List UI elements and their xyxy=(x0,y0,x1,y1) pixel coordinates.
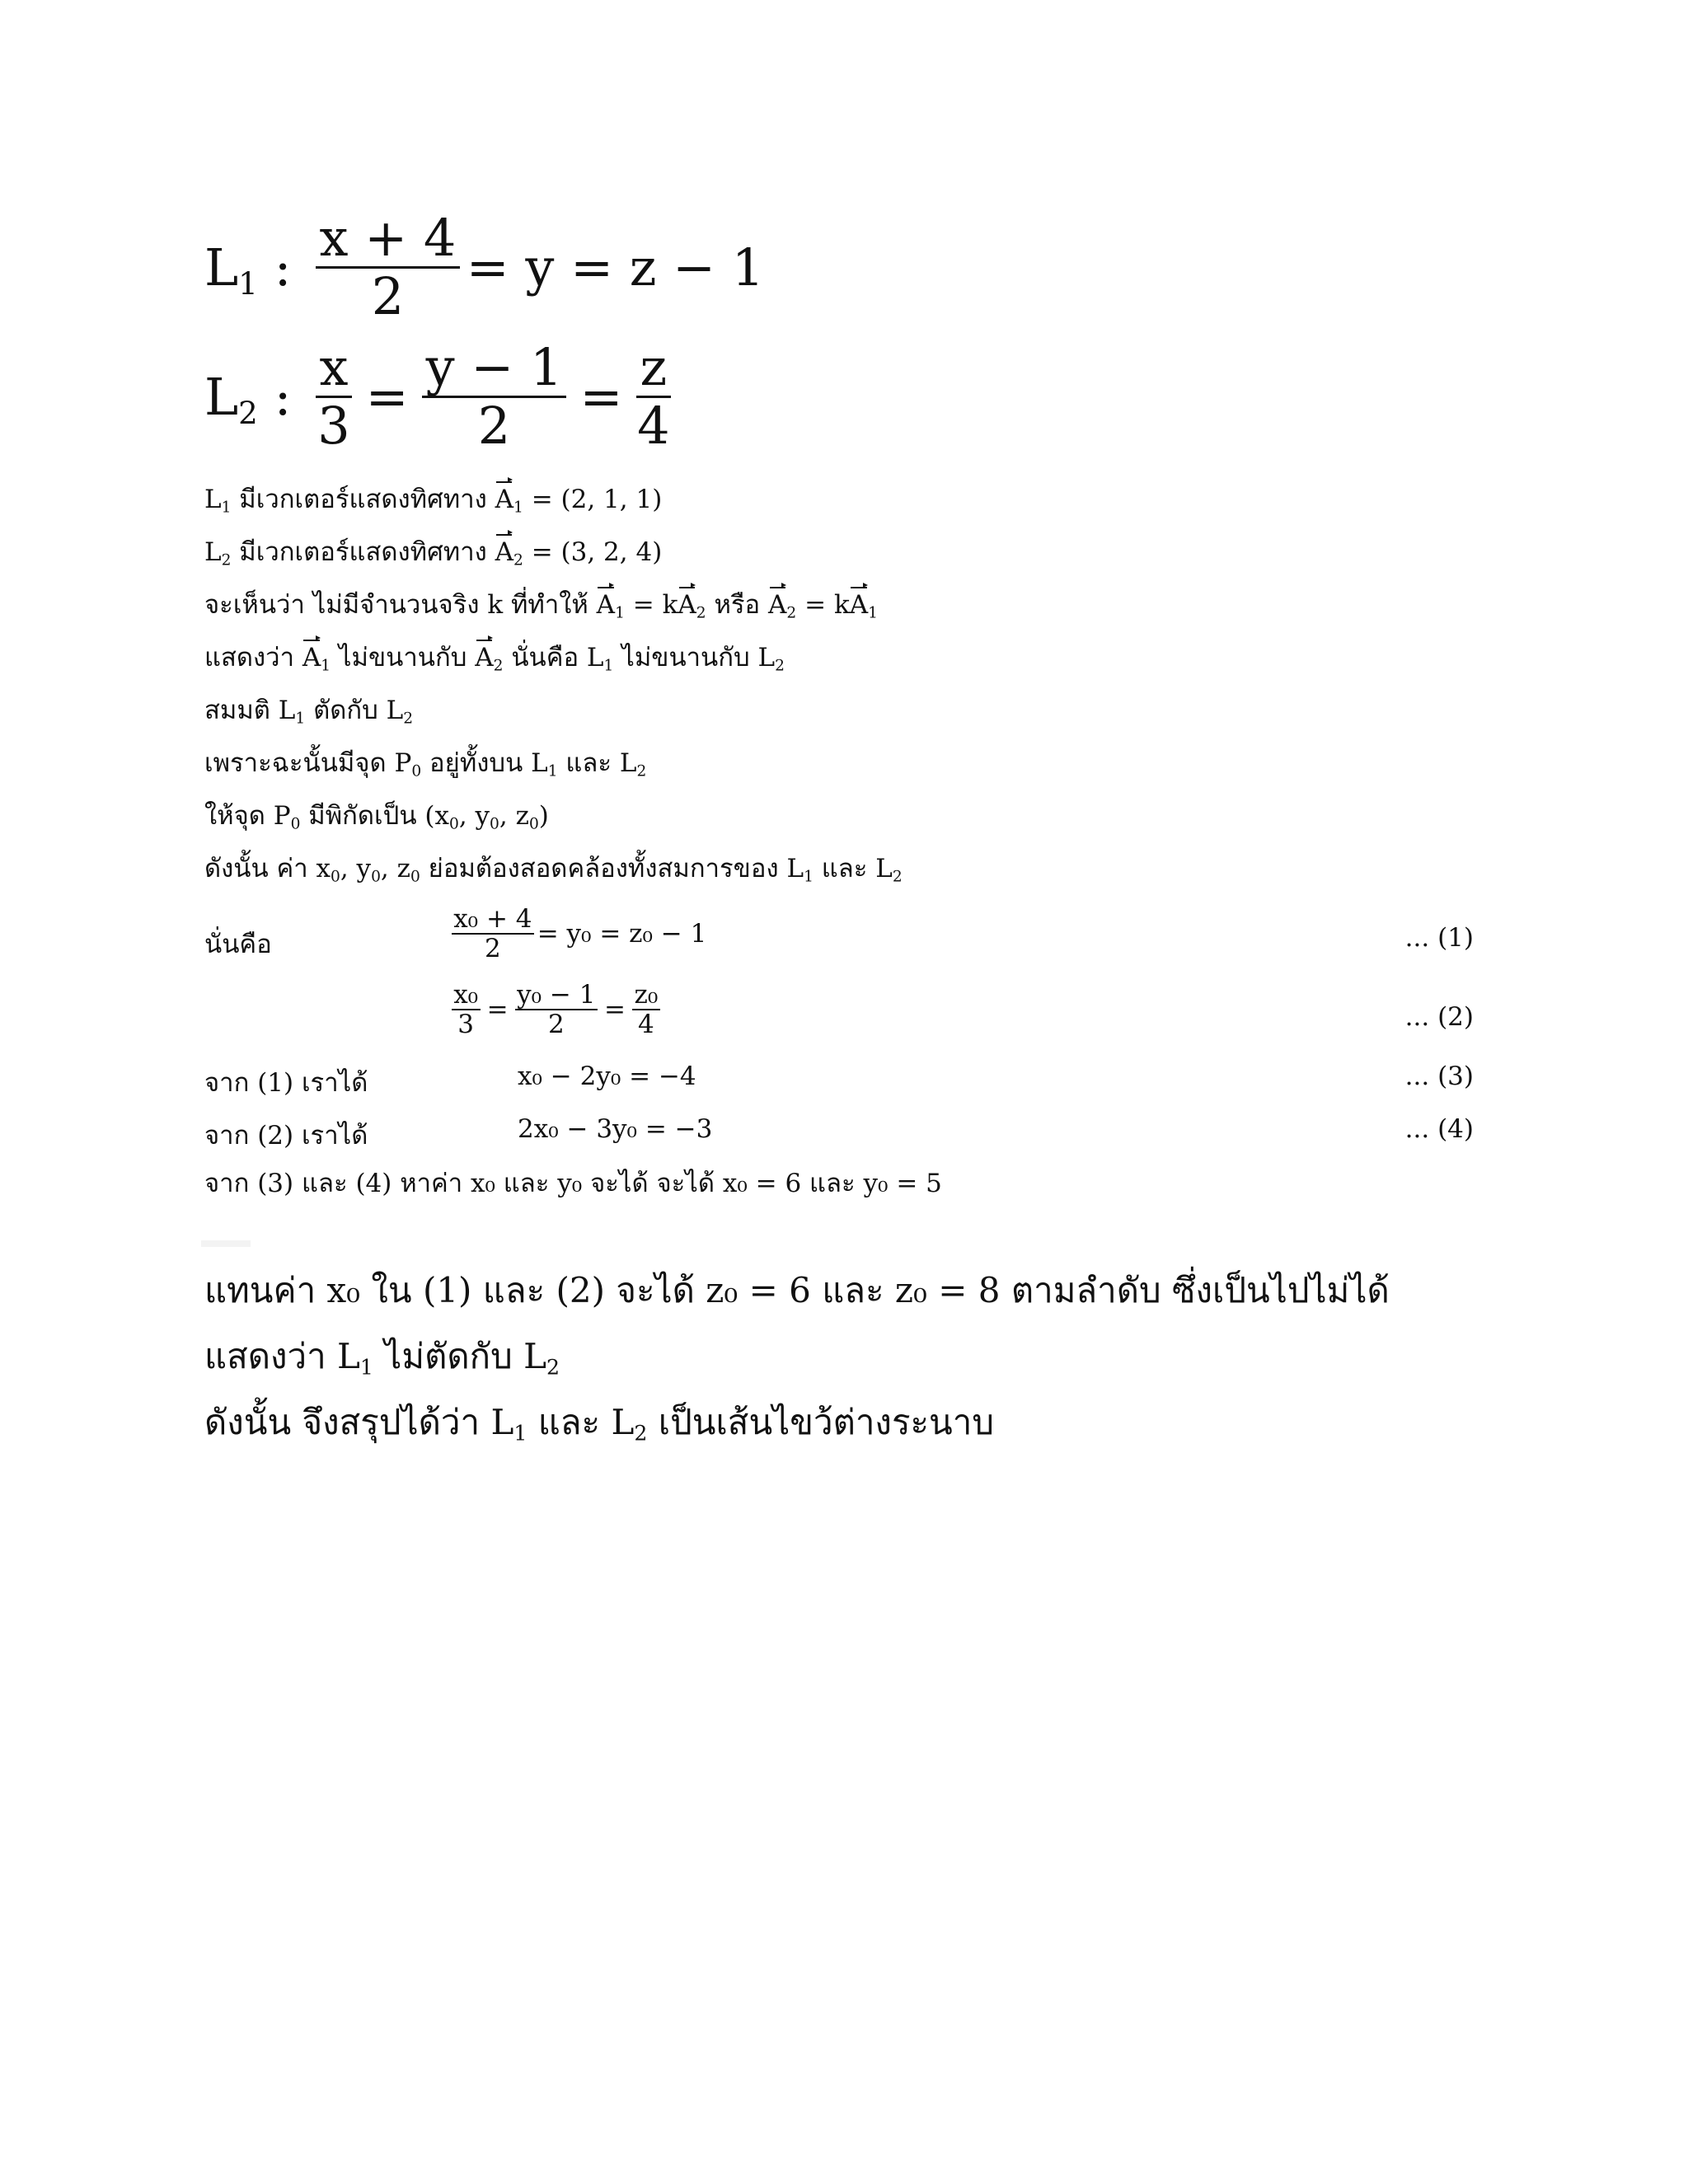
equation-l2: $L_2$ : $\frac{x}{3}$ = $\frac{y - 1}{2}$ = $\frac{z}{4}$ xyxy=(204,337,670,457)
line-assume-intersect: สมมติ $L_1$ ตัดกับ $L_2$ xyxy=(204,696,414,728)
eq-l2-label: $L_2$ : xyxy=(204,367,292,432)
eq2-expression: $\frac{\text{x₀}}{3}$ = $\frac{\text{y₀ − 1}}{2}$ = $\frac{\text{z₀}}{4}$ xyxy=(448,981,663,1038)
line-no-real-k: จะเห็นว่า ไม่มีจำนวนจริง k ที่ทำให้ $A_1 = kA_2$ หรือ $A_2 = kA_1$ xyxy=(204,590,878,622)
eq3-tag: ... (3) xyxy=(1404,1062,1474,1091)
eq1-expression: $\frac{\text{x₀ + 4}}{2}$ = y₀ = z₀ − 1 xyxy=(448,905,706,963)
line-skew-conclusion: ดังนั้น จึงสรุปได้ว่า $L_1$ และ $L_2$ เป็นเส้นไขว้ต่างระนาบ xyxy=(204,1402,995,1446)
equation-l1 xyxy=(204,210,764,325)
eq-l2-fraction-y: $\frac{y - 1}{2}$ xyxy=(422,340,567,454)
eq-l2-fraction-z: $\frac{z}{4}$ xyxy=(637,337,670,457)
eq-l1-fraction: $\frac{x + 4}{2}$ xyxy=(316,210,461,325)
eq4-left: จาก (2) เราได้ xyxy=(204,1121,368,1151)
line-l1-direction: $L_1$ มีเวกเตอร์แสดงทิศทาง $A_1 = (2$, 1, 1) xyxy=(204,485,663,517)
line-substitute: แทนค่า x₀ ใน (1) และ (2) จะได้ z₀ = 6 และ z₀ = 8 ตามลำดับ ซึ่งเป็นไปไม่ได้ xyxy=(204,1270,1390,1310)
line-values-satisfy: ดังนั้น ค่า $x_0$, $y_0$, $z_0$ ย่อมต้องสอดคล้องทั้งสมการของ $L_1$ และ $L_2$ xyxy=(204,854,903,886)
eq4-expression: 2x₀ − 3y₀ = −3 xyxy=(518,1114,713,1144)
vector-a2: A xyxy=(495,537,513,567)
faint-mark xyxy=(201,1240,251,1247)
line-not-intersect: แสดงว่า $L_1$ ไม่ตัดกับ $L_2$ xyxy=(204,1336,560,1380)
eq2-tag: ... (2) xyxy=(1404,1002,1474,1032)
eq-l1-label: $L_1$ : xyxy=(204,237,292,302)
line-let-point: ให้จุด $P_0$ มีพิกัดเป็น ($x_0$, $y_0$, $z_0$) xyxy=(204,801,549,833)
eq-l1-rest: = y = z − 1 xyxy=(466,237,765,298)
vector-a1: A xyxy=(495,485,513,514)
that-is-label: นั่นคือ xyxy=(204,930,272,959)
eq1-tag: ... (1) xyxy=(1404,923,1474,953)
equation-row-1 xyxy=(204,905,1474,974)
equation-row-2 xyxy=(204,981,1474,1050)
equation-row-4 xyxy=(204,1114,1474,1151)
eq-l2-fraction-x: $\frac{x}{3}$ xyxy=(316,340,353,454)
eq4-tag: ... (4) xyxy=(1404,1114,1474,1144)
line-solve: จาก (3) และ (4) หาค่า x₀ และ y₀ จะได้ จะได้ x₀ = 6 และ y₀ = 5 xyxy=(204,1169,942,1198)
eq3-left: จาก (1) เราได้ xyxy=(204,1068,368,1098)
eq3-expression: x₀ − 2y₀ = −4 xyxy=(518,1062,696,1091)
line-point-on-both: เพราะฉะนั้นมีจุด $P_0$ อยู่ทั้งบน $L_1$ และ $L_2$ xyxy=(204,748,647,780)
line-not-parallel: แสดงว่า $A_1$ ไม่ขนานกับ $A_2$ นั่นคือ $L_1$ ไม่ขนานกับ $L_2$ xyxy=(204,643,785,675)
equation-row-3 xyxy=(204,1062,1474,1098)
line-l2-direction: $L_2$ มีเวกเตอร์แสดงทิศทาง $A_2 = (3$, 2, 4) xyxy=(204,537,663,569)
